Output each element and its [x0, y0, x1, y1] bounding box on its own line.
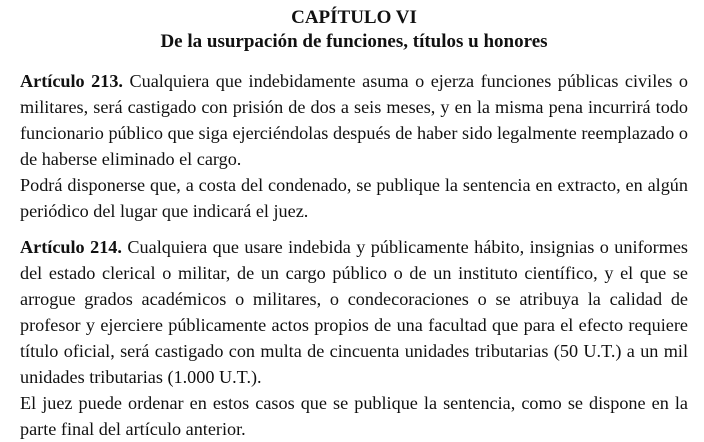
- article-213-paragraph-2: Podrá disponerse que, a costa del condenado, se publique la sentencia en extracto, en algún periódico del lugar que indicará el juez.: [20, 175, 688, 221]
- article-214-text-1: Cualquiera que usare indebida y públicamente hábito, insignias o uniformes del estado clerical o militar, de un cargo público o de un instituto científico, y el que se arrogue grados académicos o militares, o condecoraciones o se atribuya la calidad de profesor y ejerciere públicamente actos propios de una facultad que para el efecto requiere título oficial, será castigado con multa de cincuenta unidades tributarias (50 U.T.) a un mil unidades tributarias (1.000 U.T.).: [20, 237, 689, 387]
- chapter-title: CAPÍTULO VI: [291, 7, 417, 28]
- article-214-paragraph-1: [20, 234, 688, 390]
- article-213: [20, 68, 688, 224]
- article-213-text-1: Cualquiera que indebidamente asuma o ejerza funciones públicas civiles o militares, será castigado con prisión de dos a seis meses, y en la misma pena incurrirá todo funcionario público que siga ejerciéndolas después de haber sido legalmente reemplazado o de haberse eliminado el cargo.: [20, 71, 688, 169]
- article-213-paragraph-1: [20, 68, 688, 172]
- article-214: [20, 234, 688, 442]
- article-214-heading: Artículo 214.: [20, 237, 122, 257]
- chapter-subtitle: De la usurpación de funciones, títulos u honores: [160, 31, 548, 52]
- article-214-paragraph-2: El juez puede ordenar en estos casos que se publique la sentencia, como se dispone en la parte final del artículo anterior.: [20, 393, 688, 439]
- article-213-heading: Artículo 213.: [20, 71, 123, 91]
